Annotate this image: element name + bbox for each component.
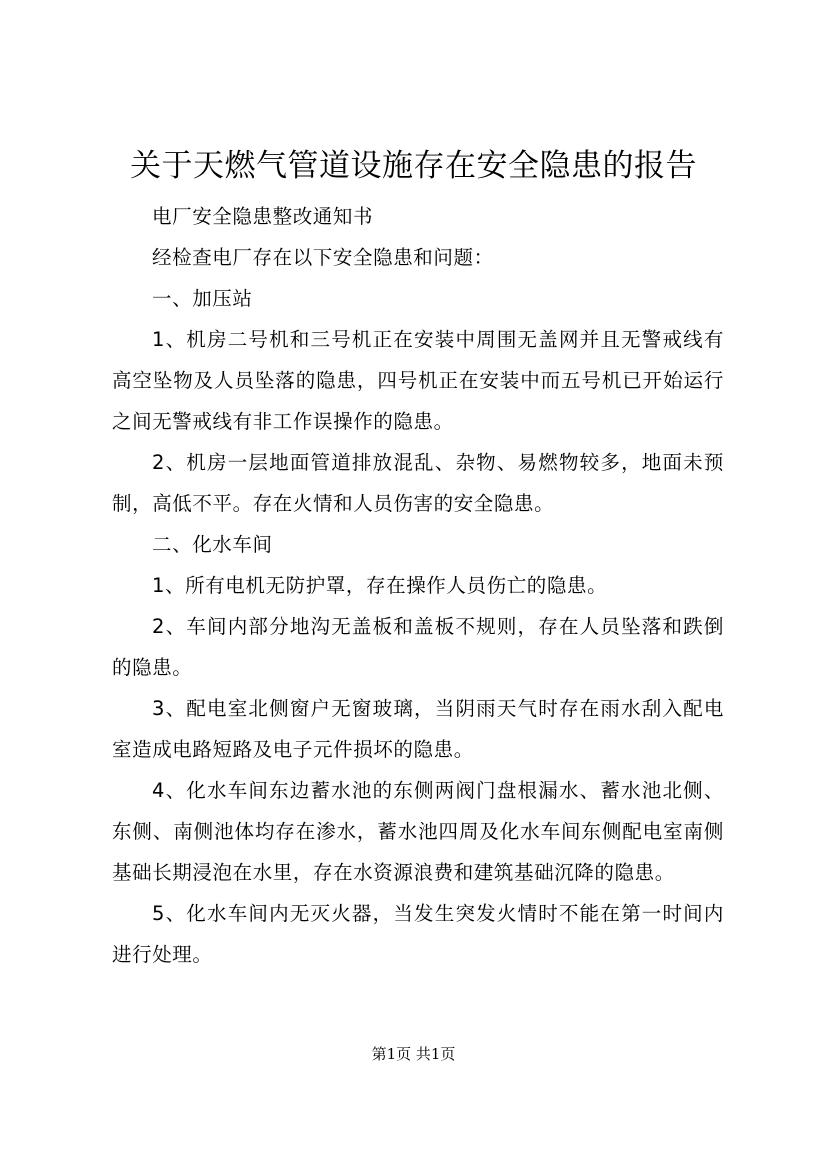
paragraph-item: 1、机房二号机和三号机正在安装中周围无盖网并且无警戒线有高空坠物及人员坠落的隐患，四号机正在安装中而五号机已开始运行之间无警戒线有非工作误操作的隐患。 <box>112 328 724 433</box>
paragraph-notice-title: 电厂安全隐患整改通知书 <box>152 205 374 228</box>
document-body <box>112 196 724 975</box>
page-footer: 第1页 共1页 <box>371 1045 456 1063</box>
paragraph-item: 3、配电室北侧窗户无窗玻璃，当阴雨天气时存在雨水刮入配电室造成电路短路及电子元件损坏的隐患。 <box>112 697 724 761</box>
paragraph-item: 1、所有电机无防护罩，存在操作人员伤亡的隐患。 <box>152 574 608 597</box>
paragraph-item: 2、车间内部分地沟无盖板和盖板不规则，存在人员坠落和跌倒的隐患。 <box>112 615 724 679</box>
paragraph-item: 2、机房一层地面管道排放混乱、杂物、易燃物较多，地面未预制，高低不平。存在火情和人员伤害的安全隐患。 <box>112 451 724 515</box>
document-title: 关于天燃气管道设施存在安全隐患的报告 <box>130 148 697 184</box>
section-heading-pressure-station: 一、加压站 <box>152 287 253 310</box>
paragraph-item: 5、化水车间内无灭火器，当发生突发火情时不能在第一时间内进行处理。 <box>112 902 724 966</box>
paragraph-item: 4、化水车间东边蓄水池的东侧两阀门盘根漏水、蓄水池北侧、东侧、南侧池体均存在渗水，蓄水池四周及化水车间东侧配电室南侧基础长期浸泡在水里，存在水资源浪费和建筑基础沉降的隐患。 <box>112 779 724 884</box>
section-heading-water-workshop: 二、化水车间 <box>152 533 273 556</box>
paragraph-intro: 经检查电厂存在以下安全隐患和问题： <box>152 246 494 269</box>
